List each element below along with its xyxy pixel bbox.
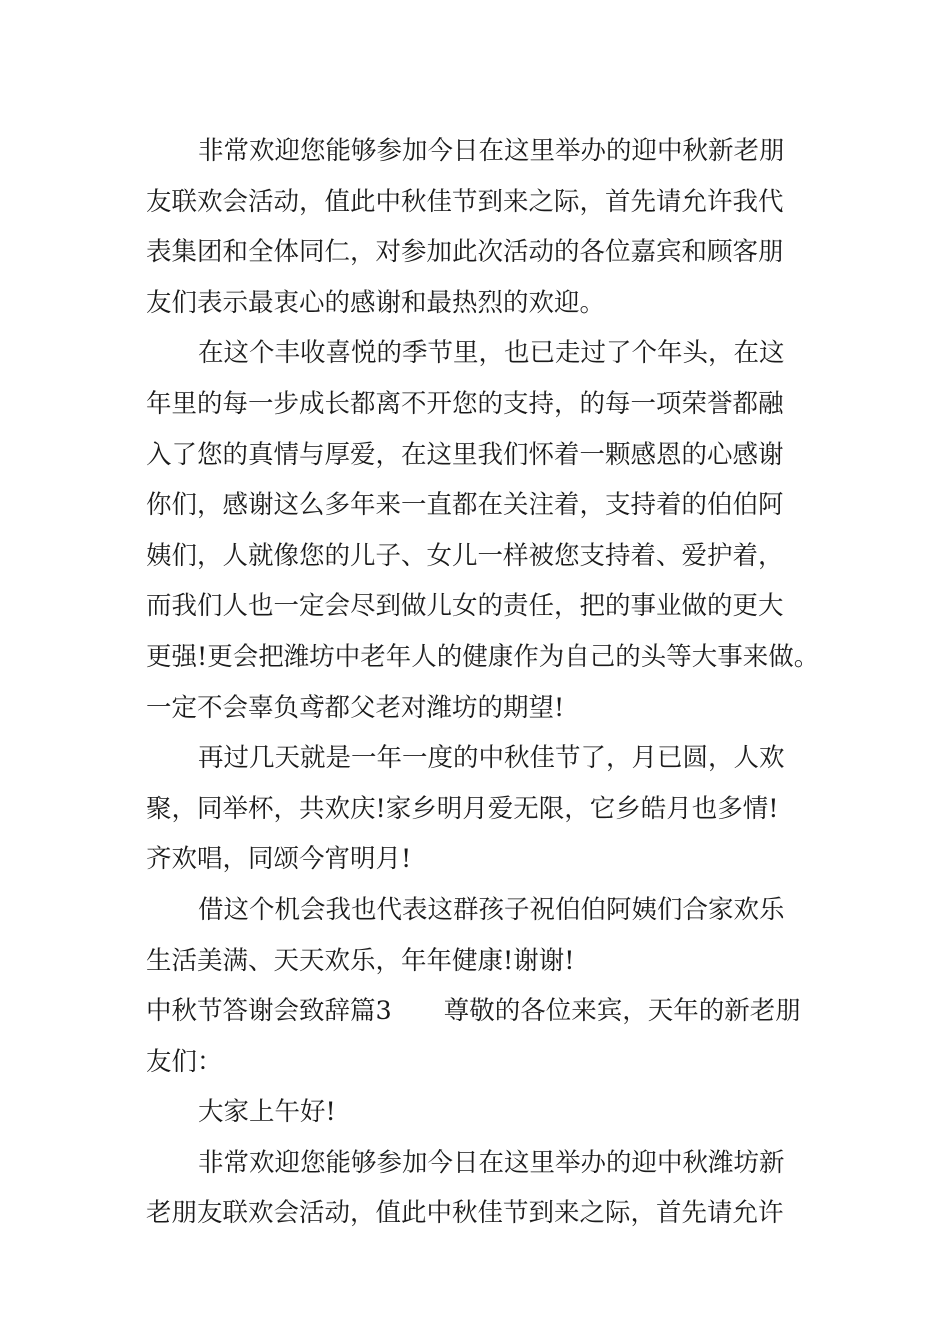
section-heading-line (146, 986, 836, 1037)
text-line: 入了您的真情与厚爱，在这里我们怀着一颗感恩的心感谢 (146, 439, 784, 470)
text-line: 聚，同举杯，共欢庆!家乡明月爱无限，它乡皓月也多情! (146, 793, 779, 824)
text-line: 借这个机会我也代表这群孩子祝伯伯阿姨们合家欢乐 (198, 894, 785, 925)
document-body (146, 126, 836, 1239)
greeting-text: 尊敬的各位来宾，天年的新老朋 (443, 996, 801, 1027)
text-line: 年里的每一步成长都离不开您的支持，的每一项荣誉都融 (146, 388, 784, 419)
section-heading: 中秋节答谢会致辞篇3 (146, 996, 392, 1027)
text-line: 老朋友联欢会活动，值此中秋佳节到来之际，首先请允许 (146, 1198, 784, 1229)
text-line: 而我们人也一定会尽到做儿女的责任，把的事业做的更大 (146, 591, 784, 622)
text-line: 非常欢迎您能够参加今日在这里举办的迎中秋潍坊新 (198, 1147, 785, 1178)
text-line: 友们表示最衷心的感谢和最热烈的欢迎。 (146, 287, 606, 318)
text-line: 非常欢迎您能够参加今日在这里举办的迎中秋新老朋 (198, 136, 785, 166)
text-line: 再过几天就是一年一度的中秋佳节了，月已圆，人欢 (198, 743, 785, 774)
text-line: 姨们，人就像您的儿子、女儿一样被您支持着、爱护着， (146, 540, 784, 571)
text-line: 大家上午好! (198, 1097, 336, 1128)
text-line: 一定不会辜负鸢都父老对潍坊的期望! (146, 692, 565, 723)
text-line: 你们，感谢这么多年来一直都在关注着，支持着的伯伯阿 (146, 490, 784, 521)
text-line: 友们： (146, 1046, 223, 1077)
text-line: 生活美满、天天欢乐，年年健康!谢谢! (146, 945, 575, 976)
text-line: 表集团和全体同仁，对参加此次活动的各位嘉宾和顾客朋 (146, 237, 784, 268)
text-line: 在这个丰收喜悦的季节里，也已走过了个年头，在这 (198, 338, 785, 369)
text-line: 友联欢会活动，值此中秋佳节到来之际，首先请允许我代 (146, 186, 784, 217)
text-line: 齐欢唱，同颂今宵明月! (146, 844, 412, 875)
text-line: 更强!更会把潍坊中老年人的健康作为自己的头等大事来做。 (146, 641, 820, 672)
